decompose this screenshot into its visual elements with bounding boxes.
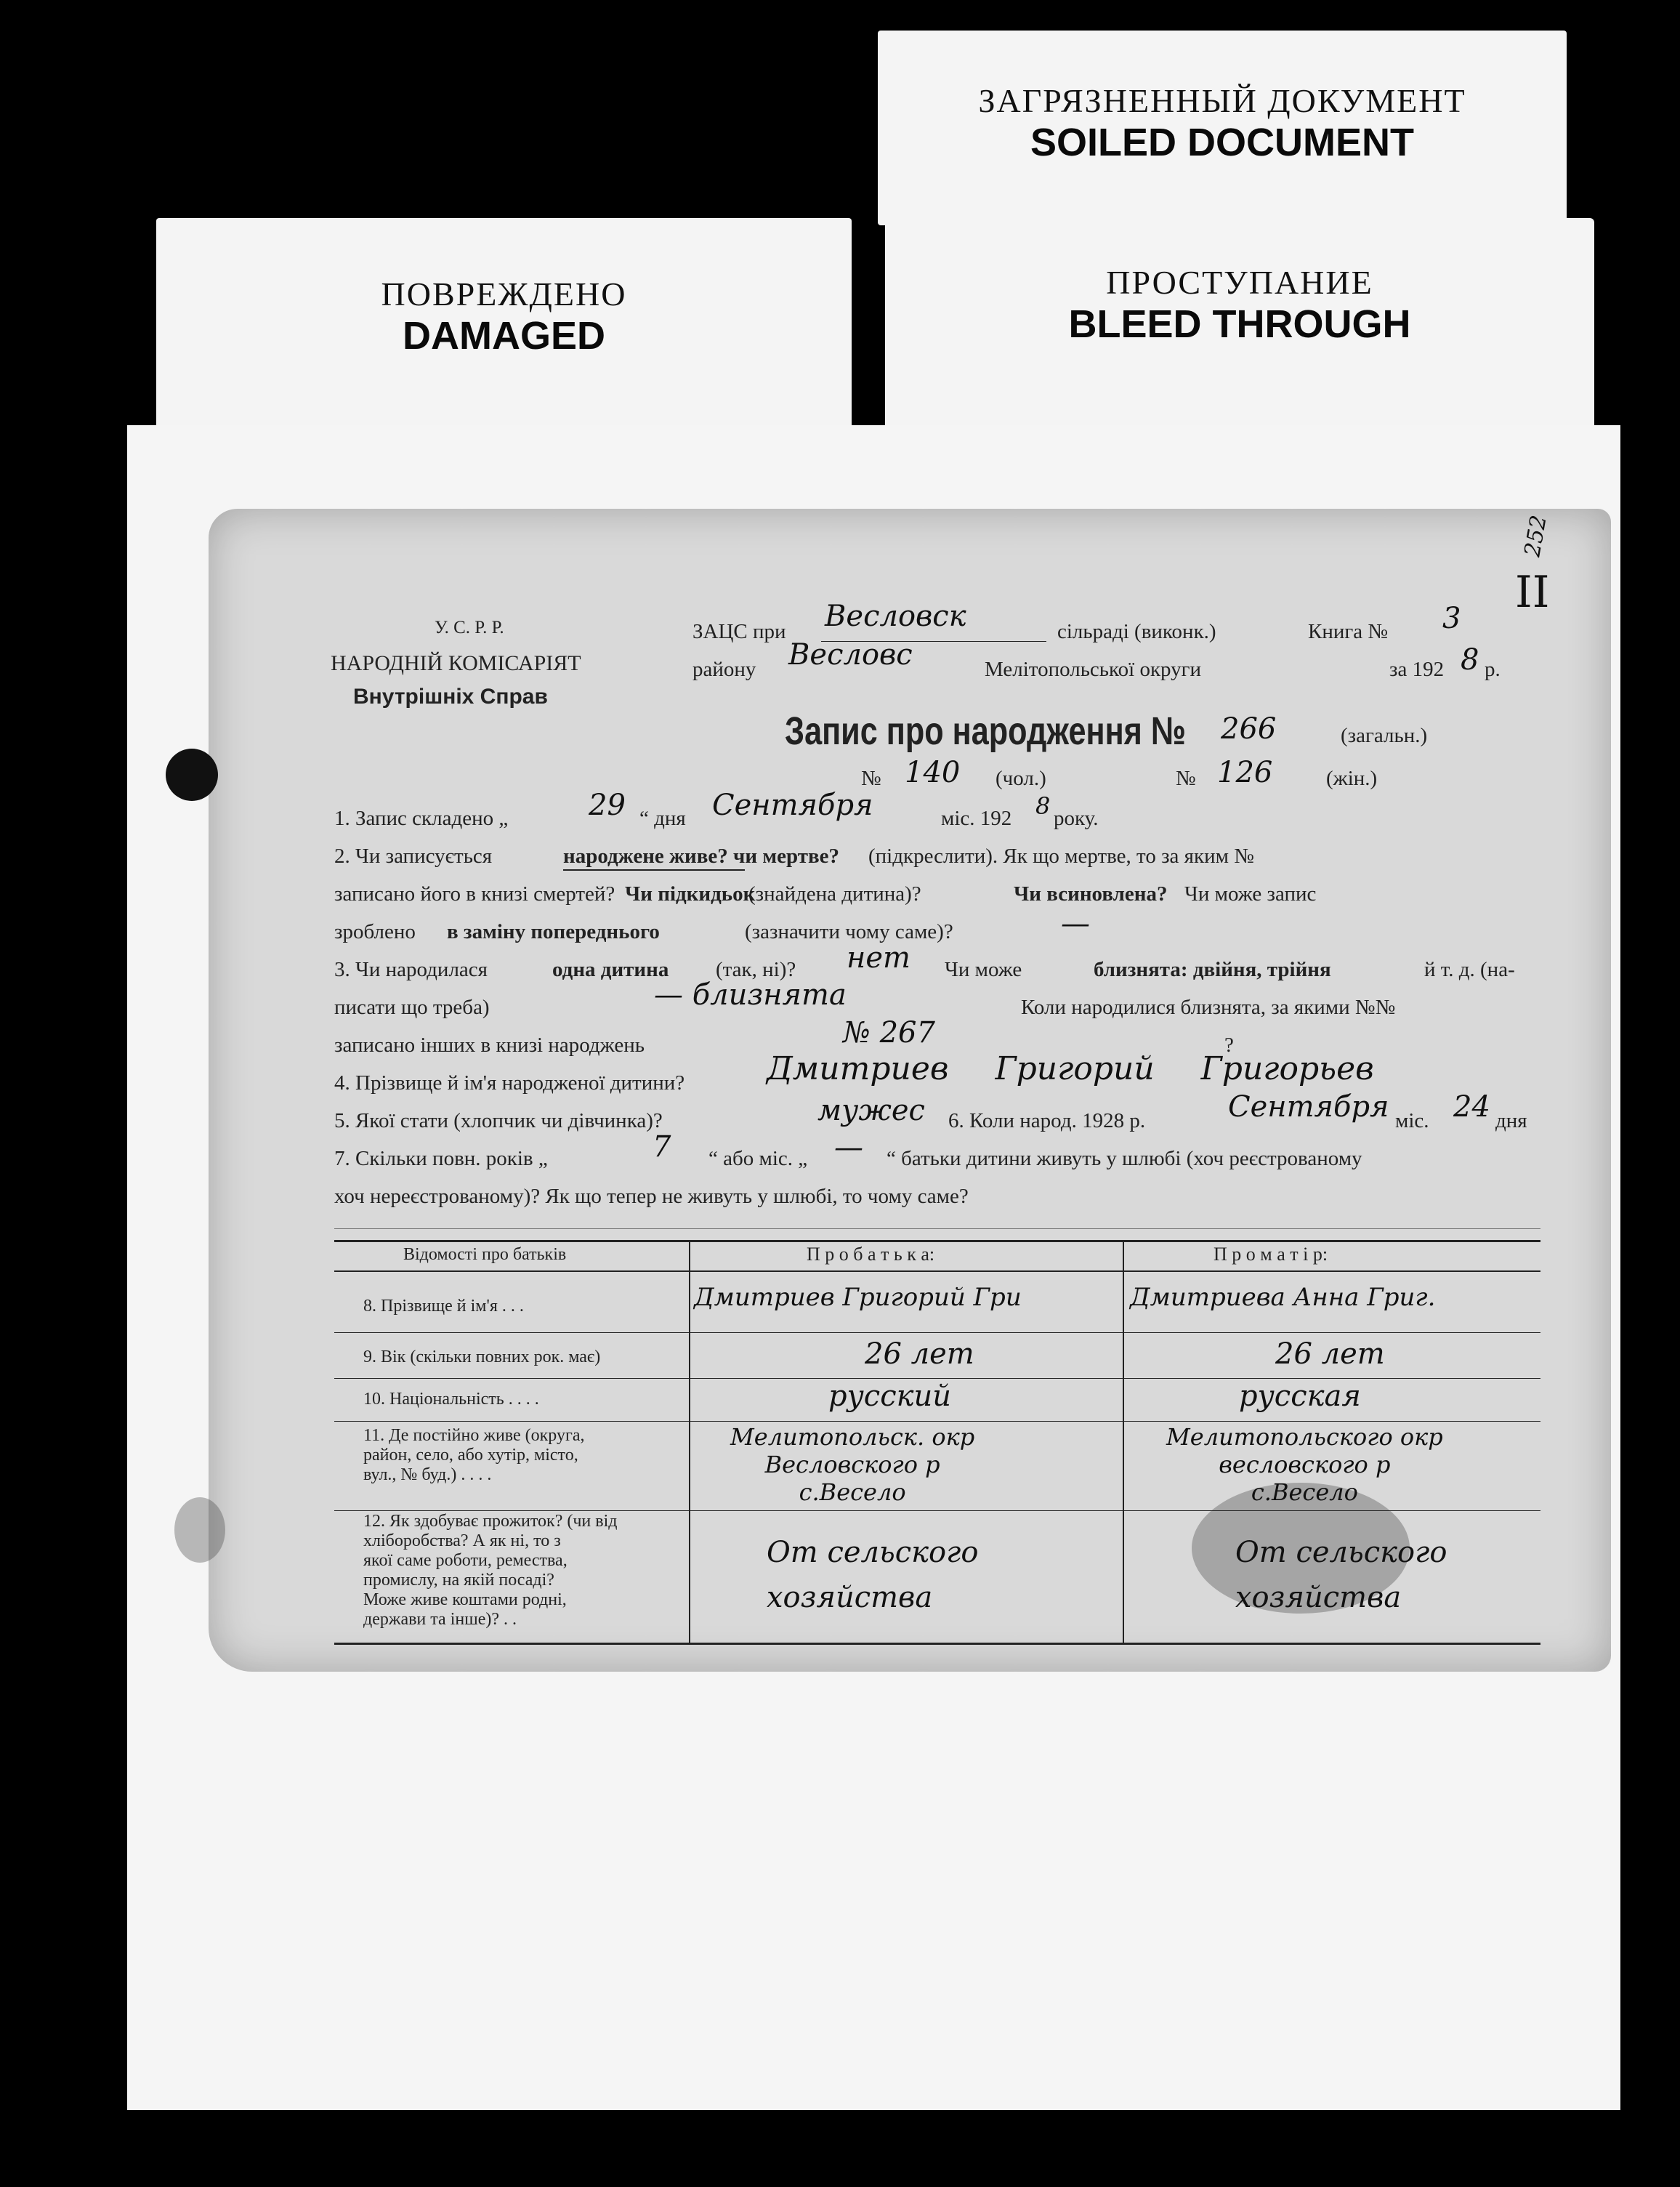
item2-line1-start: 2. Чи записується bbox=[334, 845, 493, 868]
item2-alive-underline bbox=[563, 869, 745, 871]
female-label: (жін.) bbox=[1326, 767, 1378, 790]
zags-label: ЗАЦС при bbox=[692, 620, 786, 643]
item7-line1-end: “ батьки дитини живуть у шлюбі (хоч реєстрованому bbox=[887, 1147, 1362, 1170]
mother-nationality: русская bbox=[1239, 1380, 1361, 1413]
header-ussr: У. С. Р. Р. bbox=[435, 618, 504, 637]
item1-day: 29 bbox=[589, 789, 626, 822]
item1-year: 8 bbox=[1035, 792, 1051, 820]
item6-label: 6. Коли народ. 1928 р. bbox=[948, 1109, 1146, 1132]
mother-livelihood: От сельского хозяйства bbox=[1235, 1536, 1447, 1614]
raion-label: району bbox=[692, 658, 756, 681]
item1-month: Сентября bbox=[712, 789, 873, 822]
soiled-document-label bbox=[878, 31, 1567, 225]
item5-label: 5. Якої стати (хлопчик чи дівчинка)? bbox=[334, 1109, 663, 1132]
item3-yes-no: (так, ні)? bbox=[716, 958, 796, 981]
damaged-label-en: DAMAGED bbox=[403, 314, 605, 358]
year-value: 8 bbox=[1461, 643, 1479, 677]
table-top-border bbox=[334, 1240, 1540, 1242]
table-col-parents: Відомості про батьків bbox=[403, 1245, 567, 1264]
item2-line3-end: (зазначити чому саме)? bbox=[745, 920, 953, 943]
mother-residence: Мелитопольского окр весловского р с.Весело bbox=[1166, 1423, 1443, 1506]
item3-maybe: Чи може bbox=[945, 958, 1022, 981]
item2-alive-or-dead: народжене живе? чи мертве? bbox=[563, 845, 840, 868]
item1-year-suffix: року. bbox=[1054, 807, 1099, 830]
stain-mark bbox=[174, 1497, 225, 1563]
item4-label: 4. Прізвище й ім'я народженої дитини? bbox=[334, 1071, 685, 1095]
kniga-value: 3 bbox=[1442, 602, 1461, 635]
table-row-label: 8. Прізвище й ім'я . . . bbox=[363, 1297, 524, 1316]
item1-day-suffix: “ дня bbox=[639, 807, 686, 830]
row-border bbox=[334, 1332, 1540, 1333]
item6-month-suffix: міс. bbox=[1395, 1109, 1429, 1132]
father-residence: Мелитопольск. окр Весловского р с.Весело bbox=[730, 1423, 975, 1506]
item3-line3-start: записано інших в книзі народжень bbox=[334, 1034, 645, 1057]
header-internal-affairs: Внутрішніх Справ bbox=[353, 685, 548, 709]
item2-dash: — bbox=[1061, 907, 1090, 941]
item3-twin-record: № 267 bbox=[843, 1016, 935, 1050]
father-livelihood: От сельского хозяйства bbox=[767, 1536, 979, 1614]
male-no-sign: № bbox=[861, 767, 881, 790]
row-border bbox=[334, 1421, 1540, 1422]
kniga-label: Книга № bbox=[1308, 620, 1389, 643]
soiled-label-ru: ЗАГРЯЗНЕННЫЙ ДОКУМЕНТ bbox=[978, 82, 1466, 119]
item1-prefix: 1. Запис складено „ bbox=[334, 807, 509, 830]
table-header-border bbox=[334, 1270, 1540, 1272]
table-divider-1 bbox=[689, 1240, 690, 1643]
item1-month-suffix: міс. 192 bbox=[941, 807, 1012, 830]
male-number: 140 bbox=[905, 756, 961, 789]
female-no-sign: № bbox=[1176, 767, 1196, 790]
item3-line2-end: Коли народилися близнята, за якими №№ bbox=[1021, 996, 1396, 1019]
item3-twins: близнята: двійня, трійня bbox=[1094, 958, 1331, 981]
item3-single-child: одна дитина bbox=[552, 958, 669, 981]
raion-value: Весловс bbox=[788, 638, 913, 672]
damaged-label bbox=[156, 218, 852, 451]
mother-name: Дмитриева Анна Григ. bbox=[1130, 1283, 1436, 1312]
table-col-father: П р о б а т ь к а: bbox=[807, 1244, 935, 1265]
bleed-label-en: BLEED THROUGH bbox=[1068, 302, 1411, 346]
table-row-label: 9. Вік (скільки повних рок. має) bbox=[363, 1348, 601, 1366]
item2-line2-start: записано його в книзі смертей? bbox=[334, 882, 615, 906]
punch-hole bbox=[166, 749, 218, 801]
item3-line1-end: й т. д. (на- bbox=[1424, 958, 1515, 981]
item2-adopted: Чи всиновлена? bbox=[1014, 882, 1168, 906]
father-nationality: русский bbox=[828, 1380, 952, 1413]
item3-answer: нет bbox=[847, 941, 910, 975]
item2-foundling-note: (знайдена дитина)? bbox=[748, 882, 921, 906]
record-number: 266 bbox=[1221, 712, 1277, 746]
corner-number: 252 bbox=[1519, 513, 1552, 559]
item2-line1-end: (підкреслити). Як що мертве, то за яким № bbox=[868, 845, 1254, 868]
table-row-label: 12. Як здобуває прожиток? (чи від хліборобства? А як ні, то з якої саме роботи, ремества, промислу, на якій посаді? Може живе коштами родні, держави та інше)? . . bbox=[363, 1512, 618, 1629]
father-name: Дмитриев Григорий Гри bbox=[694, 1283, 1022, 1312]
table-row-label: 11. Де постійно живе (округа, район, село, або хутір, місто, вул., № буд.) . . . . bbox=[363, 1426, 585, 1484]
item7-line1-start: 7. Скільки повн. років „ bbox=[334, 1147, 548, 1170]
item3-line2-start: писати що треба) bbox=[334, 996, 490, 1019]
item2-line2-end: Чи може запис bbox=[1184, 882, 1317, 906]
row-border bbox=[334, 1378, 1540, 1379]
male-label: (чол.) bbox=[996, 767, 1046, 790]
record-title: Запис про народження № bbox=[785, 709, 1187, 753]
zags-value: Весловск bbox=[825, 600, 966, 633]
table-divider-2 bbox=[1123, 1240, 1124, 1643]
year-label: за 192 bbox=[1389, 658, 1445, 681]
table-col-mother: П р о м а т і р: bbox=[1213, 1244, 1328, 1265]
item2-replacement: в заміну попереднього bbox=[447, 920, 660, 943]
item5-sex: мужес bbox=[817, 1094, 925, 1127]
female-number: 126 bbox=[1217, 756, 1273, 789]
row-border bbox=[334, 1510, 1540, 1511]
table-bottom-border bbox=[334, 1643, 1540, 1645]
damaged-label-ru: ПОВРЕЖДЕНО bbox=[381, 275, 627, 313]
item4-child-name: Дмитриев Григорий Григорьев bbox=[767, 1050, 1374, 1087]
soiled-label-en: SOILED DOCUMENT bbox=[1030, 121, 1414, 164]
year-suffix: р. bbox=[1485, 658, 1501, 681]
selrada-label: сільраді (виконк.) bbox=[1057, 620, 1216, 643]
record-suffix: (загальн.) bbox=[1341, 724, 1428, 747]
table-row-label: 10. Національність . . . . bbox=[363, 1390, 539, 1409]
item7-months: — bbox=[834, 1131, 863, 1164]
item2-line3-start: зроблено bbox=[334, 920, 416, 943]
father-age: 26 лет bbox=[865, 1337, 974, 1371]
bleed-label-ru: ПРОСТУПАНИЕ bbox=[1106, 264, 1373, 301]
header-commissariat: НАРОДНІЙ КОМІСАРІЯТ bbox=[331, 651, 581, 675]
item2-foundling: Чи підкидьок bbox=[625, 882, 756, 906]
corner-roman-mark: II bbox=[1515, 567, 1550, 618]
item6-day-suffix: дня bbox=[1495, 1109, 1527, 1132]
okrug-label: Мелітопольської округи bbox=[985, 658, 1202, 681]
item7-dotted-rule bbox=[334, 1228, 1540, 1229]
item7-months-label: “ або міс. „ bbox=[708, 1147, 808, 1170]
item7-line2: хоч нереєстрованому)? Як що тепер не живуть у шлюбі, то чому саме? bbox=[334, 1185, 969, 1208]
item6-month: Сентября bbox=[1228, 1090, 1389, 1124]
item3-question: ? bbox=[1224, 1034, 1234, 1057]
mother-age: 26 лет bbox=[1275, 1337, 1385, 1371]
item3-twins-answer: — близнята bbox=[654, 978, 847, 1012]
item7-years: 7 bbox=[653, 1130, 671, 1164]
item3-line1-start: 3. Чи народилася bbox=[334, 958, 488, 981]
bleed-through-label bbox=[885, 218, 1594, 445]
item6-day: 24 bbox=[1453, 1090, 1490, 1124]
